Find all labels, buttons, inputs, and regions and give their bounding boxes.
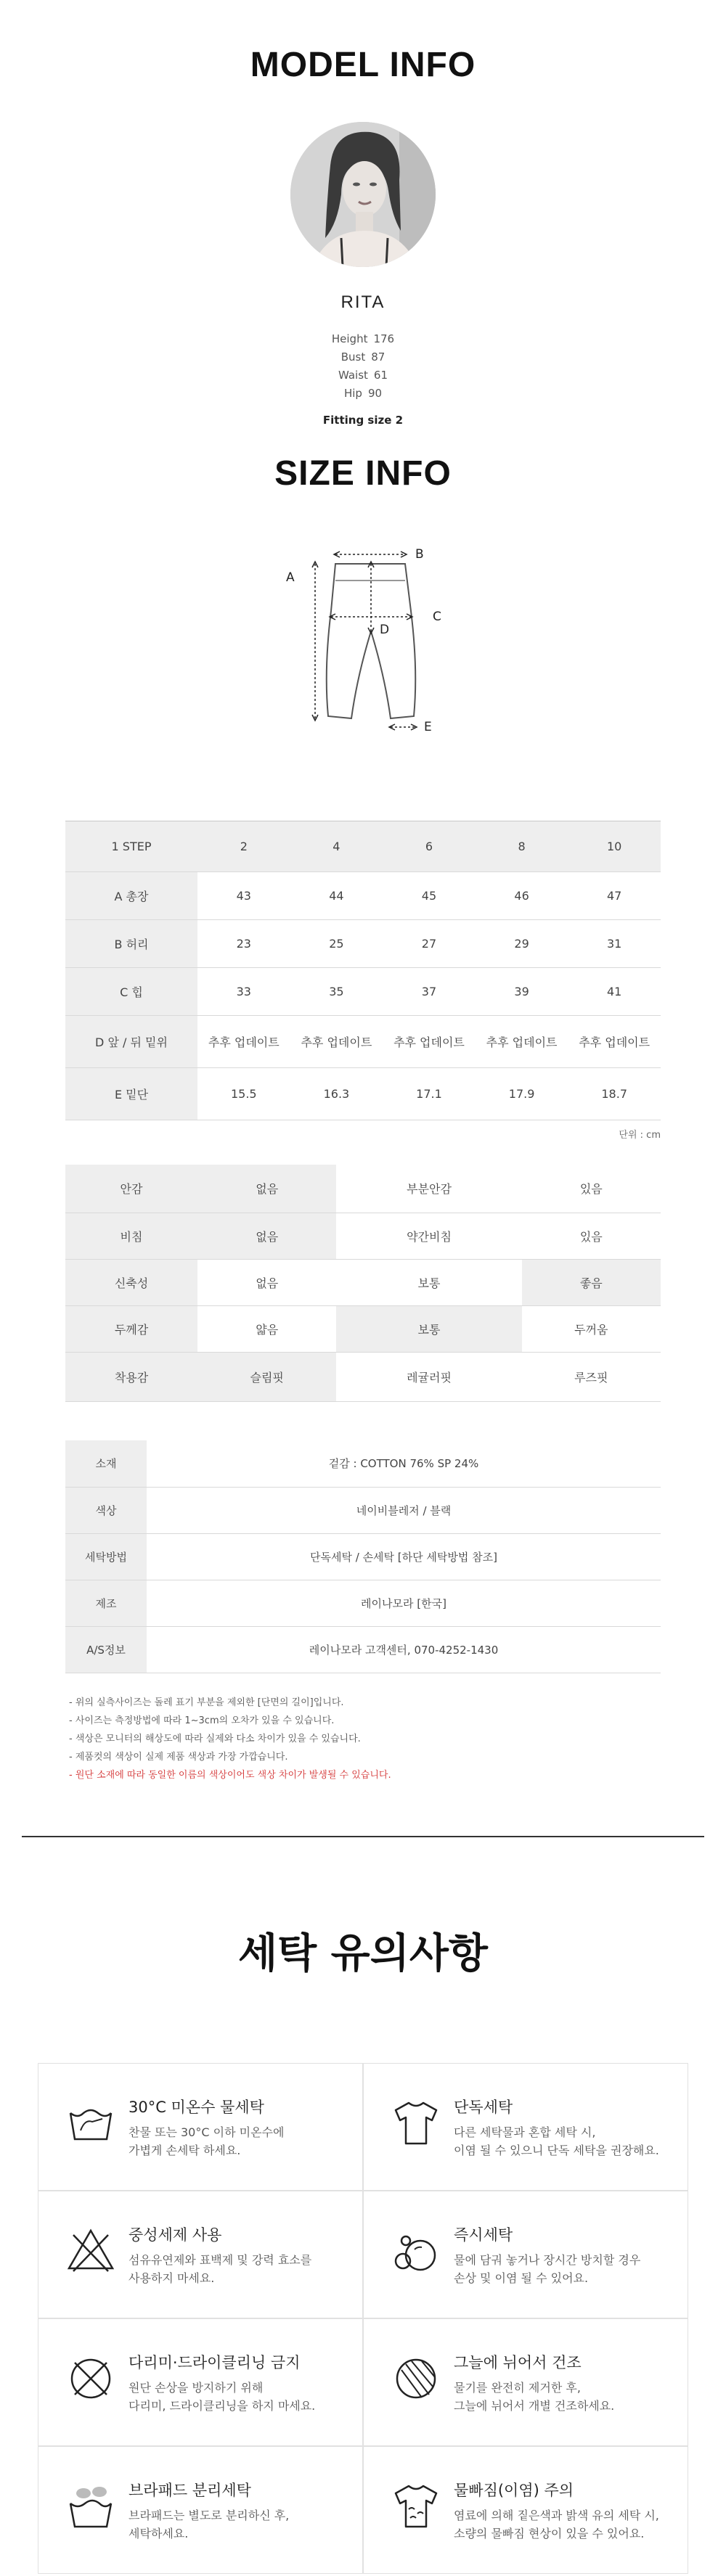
model-photo [290, 122, 436, 267]
no-iron-dryclean-icon [65, 2353, 117, 2405]
unit-label: 단위 : cm [619, 1130, 661, 1141]
product-value: 레이나모라 고객센터, 070-4252-1430 [147, 1626, 661, 1673]
table-cell: 추후 업데이트 [290, 1016, 383, 1068]
model-info-title: MODEL INFO [250, 46, 476, 84]
care-item-line: 가볍게 손세탁 하세요. [129, 2144, 241, 2157]
feel-option: 부분안감 [336, 1165, 521, 1213]
table-cell: 46 [476, 872, 568, 920]
row-label: E 밑단 [65, 1068, 197, 1120]
care-item-desc [454, 2506, 693, 2543]
feel-row [65, 1259, 661, 1305]
table-row [65, 920, 661, 968]
feel-label: 두께감 [65, 1305, 197, 1352]
size-table-header [65, 821, 661, 872]
table-cell: 47 [568, 872, 661, 920]
care-item-title: 물빠짐(이염) 주의 [454, 2482, 574, 2499]
care-item [38, 2063, 363, 2191]
care-item-title: 다리미·드라이클리닝 금지 [129, 2354, 301, 2371]
care-item-line: 소량의 물빠짐 현상이 있을 수 있어요. [454, 2527, 645, 2540]
diagram-label-e: E [424, 720, 432, 734]
care-item-title: 중성세제 사용 [129, 2226, 222, 2244]
table-cell: 27 [383, 920, 476, 968]
table-cell: 45 [383, 872, 476, 920]
feel-option: 있음 [522, 1165, 661, 1213]
no-bleach-icon [65, 2225, 117, 2277]
feel-option: 두꺼움 [522, 1305, 661, 1352]
table-cell: 추후 업데이트 [568, 1016, 661, 1068]
table-cell: 39 [476, 968, 568, 1016]
product-value: 네이비블레저 / 블랙 [147, 1487, 661, 1533]
care-item-desc [129, 2123, 368, 2159]
care-item-desc [454, 2123, 693, 2159]
table-cell: 23 [197, 920, 290, 968]
row-label: A 총장 [65, 872, 197, 920]
feel-row [65, 1352, 661, 1401]
care-item-line: 섬유유연제와 표백제 및 강력 효소를 [129, 2253, 312, 2267]
feel-option-selected: 없음 [197, 1165, 336, 1213]
table-row [65, 968, 661, 1016]
product-label: 제조 [65, 1580, 147, 1626]
care-item [363, 2191, 688, 2318]
model-height: Height 176 [331, 332, 395, 345]
color-bleed-icon [390, 2480, 442, 2532]
product-row [65, 1580, 661, 1626]
feel-label: 신축성 [65, 1259, 197, 1305]
care-item-line: 다리미, 드라이클리닝을 하지 마세요. [129, 2399, 316, 2413]
table-cell: 15.5 [197, 1068, 290, 1120]
shade-dry-icon [390, 2353, 442, 2405]
washtub-30-icon [65, 2097, 117, 2149]
care-item-title: 30°C 미온수 물세탁 [129, 2099, 264, 2116]
care-item-title: 즉시세탁 [454, 2226, 513, 2244]
size-info-title: SIZE INFO [274, 454, 452, 493]
table-row [65, 1068, 661, 1120]
product-label: 세탁방법 [65, 1533, 147, 1580]
section-divider [22, 1836, 704, 1837]
care-item-line: 찬물 또는 30°C 이하 미온수에 [129, 2125, 285, 2139]
care-item-line: 그늘에 뉘어서 개별 건조하세요. [454, 2399, 615, 2413]
table-cell: 33 [197, 968, 290, 1016]
care-item-line: 이염 될 수 있으니 단독 세탁을 권장해요. [454, 2144, 659, 2157]
table-row [65, 1016, 661, 1068]
feel-table [65, 1165, 661, 1402]
product-value: 단독세탁 / 손세탁 [하단 세탁방법 참조] [147, 1533, 661, 1580]
care-item-desc [129, 2251, 368, 2287]
feel-option-selected: 슬림핏 [197, 1352, 336, 1401]
feel-row [65, 1305, 661, 1352]
feel-option: 약간비침 [336, 1213, 521, 1259]
table-row [65, 872, 661, 920]
model-waist: Waist 61 [338, 369, 388, 382]
product-info-table [65, 1440, 661, 1673]
model-bust: Bust 87 [340, 350, 386, 364]
header-cell: 6 [383, 821, 476, 872]
care-item-desc [454, 2251, 693, 2287]
table-cell: 추후 업데이트 [197, 1016, 290, 1068]
table-cell: 16.3 [290, 1068, 383, 1120]
feel-label: 착용감 [65, 1352, 197, 1401]
table-cell: 44 [290, 872, 383, 920]
care-item-title: 단독세탁 [454, 2099, 513, 2116]
table-cell: 추후 업데이트 [383, 1016, 476, 1068]
care-item [363, 2446, 688, 2574]
table-cell: 41 [568, 968, 661, 1016]
feel-row [65, 1213, 661, 1259]
fitting-size: Fitting size 2 [322, 414, 404, 427]
feel-row [65, 1165, 661, 1213]
row-label: D 앞 / 뒤 밑위 [65, 1016, 197, 1068]
care-item [38, 2318, 363, 2446]
care-item-line: 물에 담궈 놓거나 장시간 방치할 경우 [454, 2253, 641, 2267]
header-cell: 2 [197, 821, 290, 872]
product-row [65, 1626, 661, 1673]
care-item-title: 그늘에 뉘어서 건조 [454, 2354, 582, 2371]
care-item [363, 2318, 688, 2446]
diagram-label-b: B [415, 547, 424, 562]
diagram-label-d: D [380, 623, 390, 637]
note-line: - 색상은 모니터의 해상도에 따라 실제와 다소 차이가 있을 수 있습니다. [69, 1734, 361, 1744]
care-item-line: 세탁하세요. [129, 2527, 189, 2540]
care-item-title: 브라패드 분리세탁 [129, 2482, 251, 2499]
tshirt-icon [390, 2097, 442, 2149]
row-label: C 힙 [65, 968, 197, 1016]
product-label: 소재 [65, 1440, 147, 1487]
notes [69, 1694, 391, 1784]
bubbles-icon [390, 2225, 442, 2277]
table-cell: 35 [290, 968, 383, 1016]
care-item-line: 손상 및 이염 될 수 있어요. [454, 2271, 589, 2285]
table-cell: 29 [476, 920, 568, 968]
feel-option: 보통 [336, 1259, 521, 1305]
table-cell: 43 [197, 872, 290, 920]
feel-label: 안감 [65, 1165, 197, 1213]
diagram-label-c: C [433, 610, 441, 624]
table-cell: 17.9 [476, 1068, 568, 1120]
feel-option-selected: 좋음 [522, 1259, 661, 1305]
bra-pad-icon [65, 2480, 117, 2532]
size-diagram [276, 546, 465, 742]
note-line: - 제품컷의 색상이 실제 제품 색상과 가장 가깝습니다. [69, 1752, 288, 1763]
product-label: A/S정보 [65, 1626, 147, 1673]
header-cell: 8 [476, 821, 568, 872]
header-cell: 4 [290, 821, 383, 872]
product-row [65, 1440, 661, 1487]
feel-option: 있음 [522, 1213, 661, 1259]
size-table [65, 821, 661, 1120]
note-line: - 위의 실측사이즈는 돌레 표기 부분을 제외한 [단면의 길이]입니다. [69, 1697, 344, 1708]
table-cell: 37 [383, 968, 476, 1016]
feel-label: 비침 [65, 1213, 197, 1259]
table-cell: 18.7 [568, 1068, 661, 1120]
feel-option: 루즈핏 [522, 1352, 661, 1401]
care-item-line: 다른 세탁물과 혼합 세탁 시, [454, 2125, 596, 2139]
product-value: 레이나모라 [한국] [147, 1580, 661, 1626]
care-item-desc [129, 2379, 368, 2415]
product-row [65, 1533, 661, 1580]
product-row [65, 1487, 661, 1533]
diagram-label-a: A [286, 570, 295, 585]
product-value: 겉감 : COTTON 76% SP 24% [147, 1440, 661, 1487]
table-cell: 31 [568, 920, 661, 968]
care-item [363, 2063, 688, 2191]
header-cell: 1 STEP [65, 821, 197, 872]
care-item-line: 브라패드는 별도로 분리하신 후, [129, 2509, 290, 2522]
note-line-warning: - 원단 소재에 따라 동일한 이름의 색상이어도 색상 차이가 발생될 수 있습니다. [69, 1770, 391, 1781]
feel-option: 없음 [197, 1259, 336, 1305]
feel-option-selected: 보통 [336, 1305, 521, 1352]
feel-option-selected: 없음 [197, 1213, 336, 1259]
table-cell: 추후 업데이트 [476, 1016, 568, 1068]
model-hip: Hip 90 [343, 387, 383, 400]
note-line: - 사이즈는 측정방법에 따라 1~3cm의 오차가 있을 수 있습니다. [69, 1715, 335, 1726]
care-item [38, 2191, 363, 2318]
table-cell: 25 [290, 920, 383, 968]
care-item-line: 원단 손상을 방지하기 위해 [129, 2381, 264, 2395]
row-label: B 허리 [65, 920, 197, 968]
care-item-desc [129, 2506, 368, 2543]
care-item-line: 염료에 의해 짙은색과 밝색 유의 세탁 시, [454, 2509, 659, 2522]
care-item-line: 물기를 완전히 제거한 후, [454, 2381, 581, 2395]
care-item-desc [454, 2379, 693, 2415]
table-cell: 17.1 [383, 1068, 476, 1120]
model-name: RITA [340, 292, 386, 312]
feel-option: 레귤러핏 [336, 1352, 521, 1401]
product-label: 색상 [65, 1487, 147, 1533]
care-item [38, 2446, 363, 2574]
header-cell: 10 [568, 821, 661, 872]
care-title: 세탁 유의사항 [237, 1930, 489, 1977]
feel-option: 얇음 [197, 1305, 336, 1352]
care-item-line: 사용하지 마세요. [129, 2271, 215, 2285]
